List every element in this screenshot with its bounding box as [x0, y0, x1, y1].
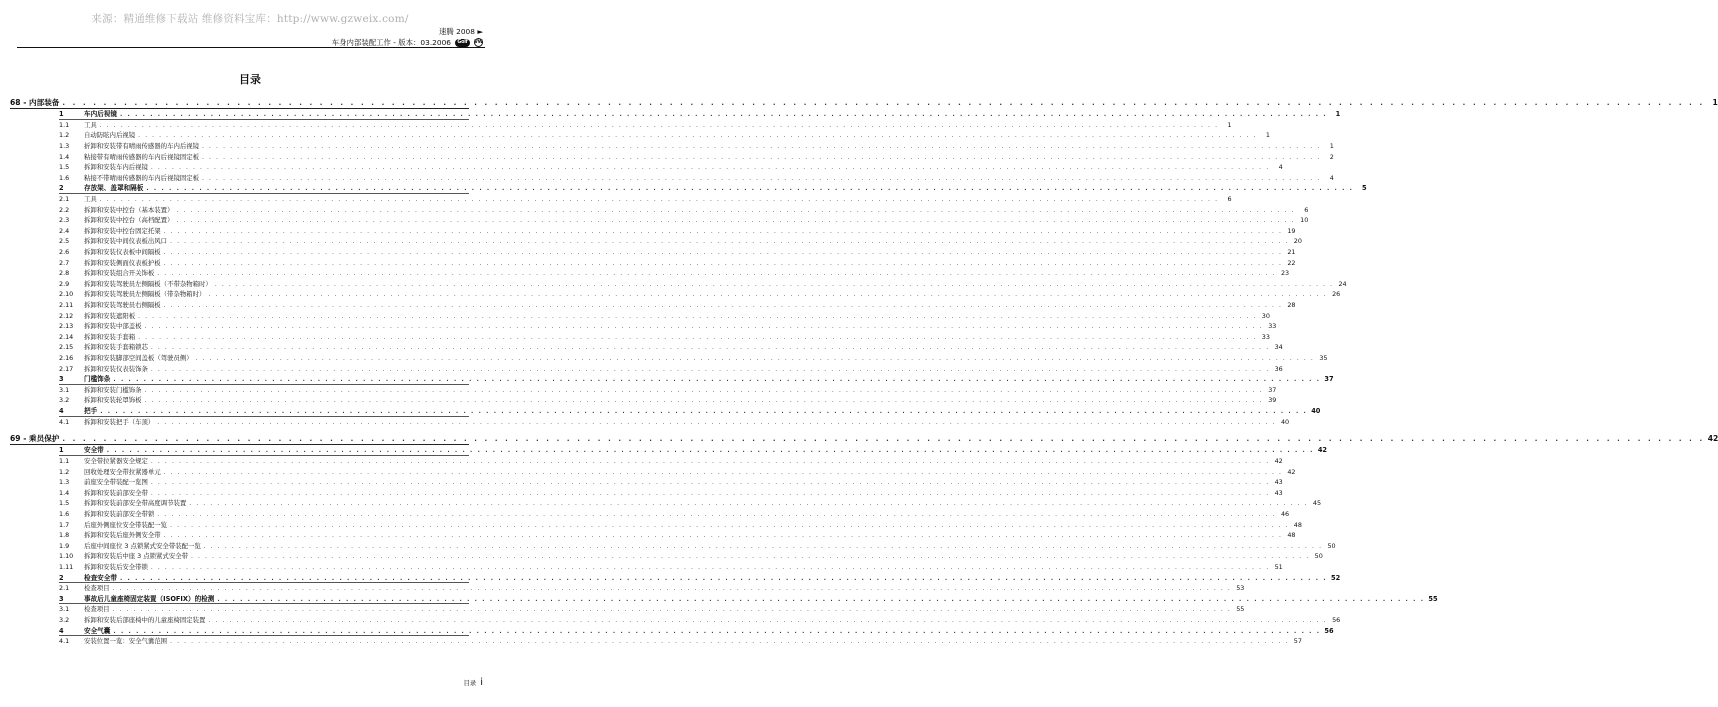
- toc-entry-label: 拆卸和安装后中座 3 点锁紧式安全带: [84, 552, 188, 561]
- toc-entry-label: 检查项目: [84, 605, 110, 614]
- dot-leader: . . . . . . . . . . . . . . . . . . . . . . . . . . . . . . . . . . . . . . . . . . . . . . . . . . . . . . . . . . . . . . . . . . . . . . . . . . . . . . . . . . . . . . . . . . . . . . . . . . . . . . . . . . . . . . . . . . . . . . . . . . . . . . . . . . . . . . . . . . . . . . . . . . . . . . . . . . . . . . . .: [99, 196, 1219, 204]
- toc-entry-label: 拆卸和安装中控台（基本装置）: [84, 205, 174, 214]
- toc-entry-number: 3.1: [59, 385, 70, 394]
- dot-leader: . . . . . . . . . . . . . . . . . . . . . . . . . . . . . . . . . . . . . . . . . . . . . . . . . . . . . . . . . . . . . . . . . . . . . . . . . . . . . . . . . . . . . . . . . . . . . . . . . . . . . . . . . . . . . . . . . . . . . . . . . . . . . . . . . . . . . . . . . . . . . . . . . . . . . . . . . . . . . . . .: [176, 217, 1296, 225]
- dot-leader: . . . . . . . . . . . . . . . . . . . . . . . . . . . . . . . . . . . . . . . . . . . . . . . . . . . . . . . . . . . . . . . . . . . . . . . . . . . . . . . . . . . . . . . . . . . . . . . . . . . . . . . . . . . . . . . . . . . . . . . . . . . . . . . . . . . . . . . . . . . . . . . . . . . . . . . . . . . . . . . .: [163, 227, 1283, 235]
- toc-section-row[interactable]: [59, 406, 1321, 417]
- dot-leader: . . . . . . . . . . . . . . . . . . . . . . . . . . . . . . . . . . . . . . . . . . . . . . . . . . . . . . . . . . . . . . . . . . . . . . . . . . . . . . . . . . . . . . . . . . . . . . . . . . . . . . . . . . . . . . . . . . . . . . . . . . . . . . . . . . . . . . . . . . . . . . . . . . . . . . . . . . . . . . . .: [203, 542, 1323, 550]
- toc-item-row[interactable]: [59, 162, 1283, 173]
- toc-page-number: 33: [1268, 322, 1277, 331]
- toc-page-number: 21: [1287, 248, 1296, 257]
- dot-leader: . . . . . . . . . . . . . . . . . . . . . . . . . . . . . . . . . . . . . . . . . . . . . . . . . . . . . . . . . . . . . . . . . . . . . . . . . . . . . . . . . . . . . . . . . . . . . . . . . . . . . . . . . . . . . . . . . . . . . . . . . . . . . . . . . . . . . . . . . . . . . . . . . . . . . . . . . . . . . . . .: [138, 333, 1257, 341]
- toc-page-number: 28: [1287, 300, 1296, 309]
- dot-leader: . . . . . . . . . . . . . . . . . . . . . . . . . . . . . . . . . . . . . . . . . . . . . . . . . . . . . . . . . . . . . . . . . . . . . . . . . . . . . . . . . . . . . . . . . . . . . . . . . . . . . . . . . . . . . . . . . . . . . . . . . . . . . . . . . . . . . . . . . . . . . . . . . . . . . . . . . . . . . . . .: [113, 627, 1321, 635]
- toc-entry-label: 68 - 内部装备: [10, 98, 60, 107]
- toc-item-row[interactable]: [59, 364, 1283, 375]
- toc-section-row[interactable]: [59, 183, 1367, 194]
- toc-section-row[interactable]: [59, 626, 1334, 637]
- toc-entry-label: 拆卸和安装驾驶员左侧隔板（不带杂物箱时）: [84, 279, 212, 288]
- toc-entry-label: 安全带: [84, 446, 104, 455]
- toc-item-row[interactable]: [59, 120, 1232, 131]
- toc-section-row[interactable]: [59, 109, 1341, 120]
- toc-item-row[interactable]: [59, 467, 1296, 478]
- toc-entry-label: 拆卸和安装中控台（高档配置）: [84, 216, 174, 225]
- dot-leader: . . . . . . . . . . . . . . . . . . . . . . . . . . . . . . . . . . . . . . . . . . . . . . . . . . . . . . . . . . . . . . . . . . . . . . . . . . . . . . . . . . . . . . . . . . . . . . . . . . . . . . . . . . . . . . . . . . . . . . . . . . . . . . . . . . . . . . . . . . . . . . . . . . . . . . . . . . . . . . . .: [191, 553, 1310, 561]
- toc-item-row[interactable]: [59, 247, 1296, 258]
- toc-entry-label: 安全气囊: [84, 626, 111, 635]
- toc-entry-number: 4: [59, 406, 64, 415]
- toc-item-row[interactable]: [59, 498, 1322, 509]
- toc-item-row[interactable]: [59, 583, 1245, 594]
- toc-entry-number: 2: [59, 184, 64, 193]
- toc-entry-number: 2.12: [59, 311, 74, 320]
- toc-section-row[interactable]: [59, 573, 1341, 584]
- toc-entry-number: 3: [59, 594, 64, 603]
- toc-entry-number: 3.2: [59, 396, 70, 405]
- toc-page-number: 1: [1329, 142, 1334, 151]
- toc-entry-label: 工具: [84, 195, 97, 204]
- toc-page-number: 33: [1261, 332, 1270, 341]
- dot-leader: . . . . . . . . . . . . . . . . . . . . . . . . . . . . . . . . . . . . . . . . . . . . . . . . . . . . . . . . . . . . . . . . . . . . . . . . . . . . . . . . . . . . . . . . . . . . . . . . . . . . . . . . . . . . . . . . . . . . . . . . . . . . . . . . . . . . . . . . . . . . . . . . . . . . . . . . . . . . . . . .: [163, 301, 1283, 309]
- toc-entry-number: 1.1: [59, 457, 70, 465]
- toc-page-number: 43: [1274, 488, 1283, 497]
- dot-leader: . . . . . . . . . . . . . . . . . . . . . . . . . . . . . . . . . . . . . . . . . . . . . . . . . . . . . . . . . . . . . . . . . . . . . . . . . . . . . . . . . . . . . . . . . . . . . . . . . . . . . . . . . . . . . . . . . . . . . . . . . . . . . . . . . . . . . . . . . . . . . . . . . . . . . . . . . . . . . . . .: [100, 407, 1308, 415]
- toc-entry-label: 拆卸和安装后安全带锁: [84, 562, 148, 571]
- toc-entry-label: 拆卸和安装侧面仪表板护板: [84, 258, 161, 267]
- toc-item-row[interactable]: [59, 130, 1270, 141]
- dot-leader: . . . . . . . . . . . . . . . . . . . . . . . . . . . . . . . . . . . . . . . . . . . . . . . . . . . . . . . . . . . . . . . . . . . . . . . . . . . . . . . . . . . . . . . . . . . . . . . . . . . . . . . . . . . . . . . . . . . . . . . . . . . . . . . . . . . . . . . . . . . . . . . . . . . . . . . . . . . . . . . .: [119, 111, 1328, 119]
- toc-entry-number: 2.1: [59, 195, 70, 204]
- toc-entry-number: 2.17: [59, 364, 74, 373]
- toc-page-number: 19: [1287, 226, 1296, 235]
- toc-item-row[interactable]: [59, 332, 1270, 343]
- toc-entry-number: 1.9: [59, 541, 70, 550]
- toc-entry-label: 门槛饰条: [84, 375, 111, 384]
- toc-item-row[interactable]: [59, 300, 1296, 311]
- toc-entry-label: 拆卸和安装遮阳板: [84, 311, 136, 320]
- toc-page-number: 36: [1274, 364, 1283, 373]
- toc-page-number: 40: [1280, 417, 1290, 426]
- toc-page-number: 50: [1327, 541, 1336, 550]
- toc-entry-number: 2.16: [59, 353, 74, 362]
- dot-leader: . . . . . . . . . . . . . . . . . . . . . . . . . . . . . . . . . . . . . . . . . . . . . . . . . . . . . . . . . . . . . . . . . . . . . . . . . . . . . . . . . . . . . . . . . . . . . . . . . . . . . . . . . . . . . . . . . . . . . . . . . . . . . . . . . . . . . . . . . . . . . . . . . . . . . . . . . . . . . . . .: [106, 447, 1314, 455]
- dot-leader: . . . . . . . . . . . . . . . . . . . . . . . . . . . . . . . . . . . . . . . . . . . . . . . . . . . . . . . . . . . . . . . . . . . . . . . . . . . . . . . . . . . . . . . . . . . . . . . . . . . . . . . . . . . . . . . . . . . . . . . . . . . . . . . . . . . . . . . . . . . . . . . . . . . . . . . . . . . . . . . .: [150, 563, 1270, 571]
- dot-leader: . . . . . . . . . . . . . . . . . . . . . . . . . . . . . . . . . . . . . . . . . . . . . . . . . . . . . . . . . . . . . . . . . . . . . . . . . . . . . . . . . . . . . . . . . . . . . . . . . . . . . . . . . . . . . . . . . . . . . . . . . . . . . . . . . . . . . . . . . . . . . . . . . . . . . . . . . . . . . . . .: [202, 153, 1321, 161]
- toc-entry-number: 2.13: [59, 322, 74, 331]
- toc-page-number: 22: [1287, 258, 1296, 267]
- toc-page-number: 56: [1332, 615, 1341, 624]
- dot-leader: . . . . . . . . . . . . . . . . . . . . . . . . . . . . . . . . . . . . . . . . . . . . . . . . . . . . . . . . . . . . . . . . . . . . . . . . . . . . . . . . . . . . . . . . . . . . . . . . . . . . . . . . . . . . . . . . . . . . . . . . . . . . . . . . . . . . . . . . . . . . . . . . . . . . . . . . . . . . . . . .: [150, 365, 1270, 373]
- toc-item-row[interactable]: [59, 268, 1290, 279]
- toc-item-row[interactable]: [59, 541, 1336, 552]
- dot-leader: . . . . . . . . . . . . . . . . . . . . . . . . . . . . . . . . . . . . . . . . . . . . . . . . . . . . . . . . . . . . . . . . . . . . . . . . . . . . . . . . . . . . . . . . . . . . . . . . . . . . . . . . . . . . . . . . . . . . . . . . . . . . . . . . . . . . . . . . . . . . . . . . . . . . . . . . . . . . . . . .: [119, 574, 1328, 582]
- toc-entry-number: 2.11: [59, 300, 74, 309]
- dot-leader: . . . . . . . . . . . . . . . . . . . . . . . . . . . . . . . . . . . . . . . . . . . . . . . . . . . . . . . . . . . . . . . . . . . . . . . . . . . . . . . . . . . . . . . . . . . . . . . . . . . . . . . . . . . . . . . . . . . . . . . . . . . . . . . . . . . . . . . . . . . . . . . . . . . . . . . . . . . . . . . .: [62, 99, 1705, 107]
- toc-item-row[interactable]: [59, 615, 1341, 626]
- toc-page-number: 24: [1338, 279, 1347, 288]
- toc-page-number: 56: [1324, 626, 1334, 635]
- footer-page-number: i: [480, 677, 483, 688]
- toc-page-number: 4: [1278, 163, 1283, 172]
- toc-entry-number: 2.15: [59, 343, 74, 352]
- toc-chapter-row[interactable]: [10, 96, 1718, 109]
- dot-leader: . . . . . . . . . . . . . . . . . . . . . . . . . . . . . . . . . . . . . . . . . . . . . . . . . . . . . . . . . . . . . . . . . . . . . . . . . . . . . . . . . . . . . . . . . . . . . . . . . . . . . . . . . . . . . . . . . . . . . . . . . . . . . . . . . . . . . . . . . . . . . . . . . . . . . . . . . . . . . . . .: [208, 291, 1328, 299]
- toc-item-row[interactable]: [59, 215, 1309, 226]
- toc-page-number: 20: [1293, 237, 1302, 246]
- toc-entry-label: 拆卸和安装手套箱: [84, 332, 136, 341]
- toc-entry-label: 拆卸和安装仪表板中间隔板: [84, 248, 161, 257]
- toc-page-number: 37: [1268, 385, 1277, 394]
- toc-entry-number: 1.3: [59, 478, 70, 487]
- toc-page-number: 57: [1293, 637, 1302, 646]
- dot-leader: . . . . . . . . . . . . . . . . . . . . . . . . . . . . . . . . . . . . . . . . . . . . . . . . . . . . . . . . . . . . . . . . . . . . . . . . . . . . . . . . . . . . . . . . . . . . . . . . . . . . . . . . . . . . . . . . . . . . . . . . . . . . . . . . . . . . . . . . . . . . . . . . . . . . . . . . . . . . . . . .: [99, 121, 1219, 129]
- toc-entry-label: 车内后视镜: [84, 110, 117, 119]
- dot-leader: . . . . . . . . . . . . . . . . . . . . . . . . . . . . . . . . . . . . . . . . . . . . . . . . . . . . . . . . . . . . . . . . . . . . . . . . . . . . . . . . . . . . . . . . . . . . . . . . . . . . . . . . . . . . . . . . . . . . . . . . . . . . . . . . . . . . . . . . . . . . . . . . . . . . . . . . . . . . . . . .: [150, 458, 1270, 465]
- toc-entry-number: 1.2: [59, 131, 70, 140]
- toc-entry-label: 拆卸和安装后座外侧安全带: [84, 531, 161, 540]
- toc-section-row[interactable]: [59, 374, 1334, 385]
- toc-item-row[interactable]: [59, 194, 1232, 205]
- toc-entry-number: 3.1: [59, 605, 70, 614]
- dot-leader: . . . . . . . . . . . . . . . . . . . . . . . . . . . . . . . . . . . . . . . . . . . . . . . . . . . . . . . . . . . . . . . . . . . . . . . . . . . . . . . . . . . . . . . . . . . . . . . . . . . . . . . . . . . . . . . . . . . . . . . . . . . . . . . . . . . . . . . . . . . . . . . . . . . . . . . . . . . . . . . .: [157, 270, 1277, 278]
- toc-item-row[interactable]: [59, 353, 1328, 364]
- footer-label: 目录: [463, 679, 477, 687]
- page-footer: [463, 677, 483, 688]
- dot-leader: . . . . . . . . . . . . . . . . . . . . . . . . . . . . . . . . . . . . . . . . . . . . . . . . . . . . . . . . . . . . . . . . . . . . . . . . . . . . . . . . . . . . . . . . . . . . . . . . . . . . . . . . . . . . . . . . . . . . . . . . . . . . . . . . . . . . . . . . . . . . . . . . . . . . . . . . . . . . . . . .: [150, 344, 1270, 352]
- dot-leader: . . . . . . . . . . . . . . . . . . . . . . . . . . . . . . . . . . . . . . . . . . . . . . . . . . . . . . . . . . . . . . . . . . . . . . . . . . . . . . . . . . . . . . . . . . . . . . . . . . . . . . . . . . . . . . . . . . . . . . . . . . . . . . . . . . . . . . . . . . . . . . . . . . . . . . . . . . . . . . . .: [113, 376, 1321, 384]
- dot-leader: . . . . . . . . . . . . . . . . . . . . . . . . . . . . . . . . . . . . . . . . . . . . . . . . . . . . . . . . . . . . . . . . . . . . . . . . . . . . . . . . . . . . . . . . . . . . . . . . . . . . . . . . . . . . . . . . . . . . . . . . . . . . . . . . . . . . . . . . . . . . . . . . . . . . . . . . . . . . . . . .: [146, 185, 1354, 193]
- toc-page-number: 1: [1227, 120, 1232, 129]
- toc-page-number: 34: [1274, 343, 1283, 352]
- toc-entry-label: 拆卸和安装车内后视镜: [84, 163, 148, 172]
- header-model: [439, 26, 483, 37]
- toc-entry-number: 1.1: [59, 120, 70, 129]
- dot-leader: . . . . . . . . . . . . . . . . . . . . . . . . . . . . . . . . . . . . . . . . . . . . . . . . . . . . . . . . . . . . . . . . . . . . . . . . . . . . . . . . . . . . . . . . . . . . . . . . . . . . . . . . . . . . . . . . . . . . . . . . . . . . . . . . . . . . . . . . . . . . . . . . . . . . . . . . . . . . . . . .: [163, 259, 1283, 267]
- toc-item-row[interactable]: [59, 385, 1277, 396]
- toc-page-number: 6: [1304, 205, 1309, 214]
- toc-page-number: 43: [1274, 478, 1283, 487]
- toc-page-number: 1: [1712, 98, 1718, 107]
- toc-page-number: 48: [1293, 520, 1302, 529]
- toc-entry-number: 3: [59, 375, 64, 384]
- toc-page-number: 39: [1268, 396, 1277, 405]
- toc-entry-number: 1.4: [59, 488, 70, 497]
- toc-entry-number: 1: [59, 110, 64, 119]
- toc-page-number: 50: [1314, 552, 1323, 561]
- toc-entry-number: 2.4: [59, 226, 70, 235]
- toc-page-number: 40: [1311, 406, 1321, 415]
- dot-leader: . . . . . . . . . . . . . . . . . . . . . . . . . . . . . . . . . . . . . . . . . . . . . . . . . . . . . . . . . . . . . . . . . . . . . . . . . . . . . . . . . . . . . . . . . . . . . . . . . . . . . . . . . . . . . . . . . . . . . . . . . . . . . . . . . . . . . . . . . . . . . . . . . . . . . . . . . . . . . . . .: [195, 354, 1315, 362]
- toc-entry-label: 粘接不带晴雨传感器的车内后视镜固定板: [84, 173, 200, 182]
- toc-page-number: 45: [1312, 499, 1322, 508]
- toc-entry-label: 检查项目: [84, 584, 110, 593]
- dot-leader: . . . . . . . . . . . . . . . . . . . . . . . . . . . . . . . . . . . . . . . . . . . . . . . . . . . . . . . . . . . . . . . . . . . . . . . . . . . . . . . . . . . . . . . . . . . . . . . . . . . . . . . . . . . . . . . . . . . . . . . . . . . . . . . . . . . . . . . . . . . . . . . . . . . . . . . . . . . . . . . .: [217, 595, 1425, 603]
- dot-leader: . . . . . . . . . . . . . . . . . . . . . . . . . . . . . . . . . . . . . . . . . . . . . . . . . . . . . . . . . . . . . . . . . . . . . . . . . . . . . . . . . . . . . . . . . . . . . . . . . . . . . . . . . . . . . . . . . . . . . . . . . . . . . . . . . . . . . . . . . . . . . . . . . . . . . . . . . . . . . . . .: [144, 386, 1264, 394]
- toc-entry-label: 安全带拉紧器安全规定: [84, 457, 148, 465]
- toc-item-row[interactable]: [59, 395, 1277, 406]
- toc-entry-number: 1.6: [59, 509, 70, 518]
- toc-item-row[interactable]: [59, 205, 1309, 216]
- toc-item-row[interactable]: [59, 530, 1296, 541]
- dot-leader: . . . . . . . . . . . . . . . . . . . . . . . . . . . . . . . . . . . . . . . . . . . . . . . . . . . . . . . . . . . . . . . . . . . . . . . . . . . . . . . . . . . . . . . . . . . . . . . . . . . . . . . . . . . . . . . . . . . . . . . . . . . . . . . . . . . . . . . . . . . . . . . . . . . . . . . . . . . . . . . .: [202, 143, 1321, 151]
- toc-entry-label: 拆卸和安装手套箱锁芯: [84, 343, 148, 352]
- toc-entry-number: 1.8: [59, 531, 70, 540]
- toc-entry-label: 拆卸和安装后部座椅中的儿童座椅固定装置: [84, 615, 206, 624]
- vw-logo-icon: VW: [474, 40, 483, 45]
- toc-entry-label: 检查安全带: [84, 573, 117, 582]
- dot-leader: . . . . . . . . . . . . . . . . . . . . . . . . . . . . . . . . . . . . . . . . . . . . . . . . . . . . . . . . . . . . . . . . . . . . . . . . . . . . . . . . . . . . . . . . . . . . . . . . . . . . . . . . . . . . . . . . . . . . . . . . . . . . . . . . . . . . . . . . . . . . . . . . . . . . . . . . . . . . . . . .: [144, 323, 1264, 331]
- toc-page-number: 51: [1274, 562, 1283, 571]
- toc-item-row[interactable]: [59, 520, 1302, 531]
- toc-entry-number: 4.1: [59, 417, 70, 426]
- toc-entry-number: 4.1: [59, 637, 70, 646]
- toc-item-row[interactable]: [59, 477, 1283, 488]
- toc-item-row[interactable]: [59, 636, 1302, 647]
- toc-page-number: 30: [1261, 311, 1270, 320]
- toc-page-number: 5: [1361, 184, 1367, 193]
- toc-entry-number: 2.14: [59, 332, 74, 341]
- toc-entry-label: 拆卸和安装脚部空间盖板（驾驶员侧）: [84, 353, 193, 362]
- toc-entry-number: 4: [59, 626, 64, 635]
- toc-page-number: 42: [1317, 446, 1327, 455]
- toc-page-number: 4: [1329, 173, 1334, 182]
- toc-entry-label: 拆卸和安装中控台固定托架: [84, 226, 161, 235]
- toc-section-row[interactable]: [59, 594, 1438, 605]
- toc-item-row[interactable]: [59, 141, 1334, 152]
- toc-item-row[interactable]: [59, 417, 1290, 428]
- toc-item-row[interactable]: [59, 236, 1302, 247]
- toc-chapter-row[interactable]: [10, 432, 1718, 445]
- toc-entry-number: 2.7: [59, 258, 70, 267]
- toc-entry-number: 2.6: [59, 248, 70, 257]
- dot-leader: . . . . . . . . . . . . . . . . . . . . . . . . . . . . . . . . . . . . . . . . . . . . . . . . . . . . . . . . . . . . . . . . . . . . . . . . . . . . . . . . . . . . . . . . . . . . . . . . . . . . . . . . . . . . . . . . . . . . . . . . . . . . . . . . . . . . . . . . . . . . . . . . . . . . . . . . . . . . . . . .: [138, 312, 1257, 320]
- header-subtitle: 车身内部装配工作 - 版本：03.2006: [331, 38, 451, 47]
- toc-entry-label: 工具: [84, 120, 97, 129]
- golf-logo-icon: Golf: [455, 39, 470, 47]
- toc-page-number: 46: [1280, 509, 1290, 518]
- toc-entry-label: 拆卸和安装中部盖板: [84, 322, 142, 331]
- dot-leader: . . . . . . . . . . . . . . . . . . . . . . . . . . . . . . . . . . . . . . . . . . . . . . . . . . . . . . . . . . . . . . . . . . . . . . . . . . . . . . . . . . . . . . . . . . . . . . . . . . . . . . . . . . . . . . . . . . . . . . . . . . . . . . . . . . . . . . . . . . . . . . . . . . . . . . . . . . . . . . . .: [112, 606, 1232, 614]
- toc-entry-number: 2.5: [59, 237, 70, 246]
- dot-leader: . . . . . . . . . . . . . . . . . . . . . . . . . . . . . . . . . . . . . . . . . . . . . . . . . . . . . . . . . . . . . . . . . . . . . . . . . . . . . . . . . . . . . . . . . . . . . . . . . . . . . . . . . . . . . . . . . . . . . . . . . . . . . . . . . . . . . . . . . . . . . . . . . . . . . . . . . . . . . . . .: [150, 164, 1270, 172]
- dot-leader: . . . . . . . . . . . . . . . . . . . . . . . . . . . . . . . . . . . . . . . . . . . . . . . . . . . . . . . . . . . . . . . . . . . . . . . . . . . . . . . . . . . . . . . . . . . . . . . . . . . . . . . . . . . . . . . . . . . . . . . . . . . . . . . . . . . . . . . . . . . . . . . . . . . . . . . . . . . . . . . .: [202, 174, 1321, 182]
- toc-entry-label: 拆卸和安装驾驶员左侧隔板（带杂物箱时）: [84, 290, 206, 299]
- dot-leader: . . . . . . . . . . . . . . . . . . . . . . . . . . . . . . . . . . . . . . . . . . . . . . . . . . . . . . . . . . . . . . . . . . . . . . . . . . . . . . . . . . . . . . . . . . . . . . . . . . . . . . . . . . . . . . . . . . . . . . . . . . . . . . . . . . . . . . . . . . . . . . . . . . . . . . . . . . . . . . . .: [170, 521, 1289, 529]
- toc-page-number: 55: [1428, 594, 1438, 603]
- toc-page-number: 23: [1280, 269, 1290, 278]
- toc-entry-label: 前座安全带装配一览图: [84, 478, 148, 487]
- toc-entry-label: 拆卸和安装仪表装饰条: [84, 364, 148, 373]
- table-of-contents: [10, 96, 1718, 647]
- toc-page-number: 1: [1265, 131, 1270, 140]
- dot-leader: . . . . . . . . . . . . . . . . . . . . . . . . . . . . . . . . . . . . . . . . . . . . . . . . . . . . . . . . . . . . . . . . . . . . . . . . . . . . . . . . . . . . . . . . . . . . . . . . . . . . . . . . . . . . . . . . . . . . . . . . . . . . . . . . . . . . . . . . . . . . . . . . . . . . . . . . . . . . . . . .: [163, 532, 1283, 540]
- toc-page-number: 26: [1332, 290, 1341, 299]
- toc-entry-label: 拆卸和安装前部安全带: [84, 488, 148, 497]
- toc-entry-number: 2.8: [59, 269, 70, 278]
- toc-entry-label: 把手: [84, 406, 98, 415]
- toc-entry-number: 2.10: [59, 290, 74, 299]
- toc-entry-label: 安装位置一览：安全气囊范围: [84, 637, 168, 646]
- toc-entry-number: 1.5: [59, 163, 70, 172]
- toc-entry-label: 存放架、盖罩和隔板: [84, 184, 144, 193]
- header-model-text: 速腾 2008: [439, 27, 475, 36]
- dot-leader: . . . . . . . . . . . . . . . . . . . . . . . . . . . . . . . . . . . . . . . . . . . . . . . . . . . . . . . . . . . . . . . . . . . . . . . . . . . . . . . . . . . . . . . . . . . . . . . . . . . . . . . . . . . . . . . . . . . . . . . . . . . . . . . . . . . . . . . . . . . . . . . . . . . . . . . . . . . . . . . .: [157, 418, 1277, 426]
- toc-item-row[interactable]: [59, 551, 1323, 562]
- model-arrow-icon: ►: [477, 27, 483, 36]
- source-watermark: 来源：精通维修下载站 维修资料宝库：http://www.gzweix.com/: [91, 13, 409, 25]
- toc-entry-label: 折卸和安装带有晴雨传感器的车内后视镜: [84, 142, 200, 151]
- toc-item-row[interactable]: [59, 342, 1283, 353]
- dot-leader: . . . . . . . . . . . . . . . . . . . . . . . . . . . . . . . . . . . . . . . . . . . . . . . . . . . . . . . . . . . . . . . . . . . . . . . . . . . . . . . . . . . . . . . . . . . . . . . . . . . . . . . . . . . . . . . . . . . . . . . . . . . . . . . . . . . . . . . . . . . . . . . . . . . . . . . . . . . . . . . .: [214, 280, 1334, 288]
- toc-page-number: 10: [1300, 216, 1309, 225]
- toc-page-number: 52: [1331, 573, 1341, 582]
- toc-item-row[interactable]: [59, 152, 1334, 163]
- toc-entry-number: 1.6: [59, 173, 70, 182]
- toc-item-row[interactable]: [59, 604, 1245, 615]
- dot-leader: . . . . . . . . . . . . . . . . . . . . . . . . . . . . . . . . . . . . . . . . . . . . . . . . . . . . . . . . . . . . . . . . . . . . . . . . . . . . . . . . . . . . . . . . . . . . . . . . . . . . . . . . . . . . . . . . . . . . . . . . . . . . . . . . . . . . . . . . . . . . . . . . . . . . . . . . . . . . . . . .: [150, 479, 1270, 487]
- toc-entry-number: 1.2: [59, 467, 70, 476]
- toc-entry-number: 2: [59, 573, 64, 582]
- toc-page-number: 1: [1335, 110, 1341, 119]
- toc-page-number: 2: [1329, 152, 1334, 161]
- dot-leader: . . . . . . . . . . . . . . . . . . . . . . . . . . . . . . . . . . . . . . . . . . . . . . . . . . . . . . . . . . . . . . . . . . . . . . . . . . . . . . . . . . . . . . . . . . . . . . . . . . . . . . . . . . . . . . . . . . . . . . . . . . . . . . . . . . . . . . . . . . . . . . . . . . . . . . . . . . . . . . . .: [176, 206, 1296, 214]
- dot-leader: . . . . . . . . . . . . . . . . . . . . . . . . . . . . . . . . . . . . . . . . . . . . . . . . . . . . . . . . . . . . . . . . . . . . . . . . . . . . . . . . . . . . . . . . . . . . . . . . . . . . . . . . . . . . . . . . . . . . . . . . . . . . . . . . . . . . . . . . . . . . . . . . . . . . . . . . . . . . . . . .: [150, 489, 1270, 497]
- toc-page-number: 53: [1236, 584, 1245, 593]
- dot-leader: . . . . . . . . . . . . . . . . . . . . . . . . . . . . . . . . . . . . . . . . . . . . . . . . . . . . . . . . . . . . . . . . . . . . . . . . . . . . . . . . . . . . . . . . . . . . . . . . . . . . . . . . . . . . . . . . . . . . . . . . . . . . . . . . . . . . . . . . . . . . . . . . . . . . . . . . . . . . . . . .: [144, 397, 1264, 405]
- dot-leader: . . . . . . . . . . . . . . . . . . . . . . . . . . . . . . . . . . . . . . . . . . . . . . . . . . . . . . . . . . . . . . . . . . . . . . . . . . . . . . . . . . . . . . . . . . . . . . . . . . . . . . . . . . . . . . . . . . . . . . . . . . . . . . . . . . . . . . . . . . . . . . . . . . . . . . . . . . . . . . . .: [170, 638, 1289, 646]
- toc-item-row[interactable]: [59, 488, 1283, 499]
- toc-section-row[interactable]: [59, 445, 1327, 456]
- toc-entry-label: 拆卸和安装中间仪表板出风口: [84, 237, 168, 246]
- dot-leader: . . . . . . . . . . . . . . . . . . . . . . . . . . . . . . . . . . . . . . . . . . . . . . . . . . . . . . . . . . . . . . . . . . . . . . . . . . . . . . . . . . . . . . . . . . . . . . . . . . . . . . . . . . . . . . . . . . . . . . . . . . . . . . . . . . . . . . . . . . . . . . . . . . . . . . . . . . . . . . . .: [62, 435, 1705, 444]
- dot-leader: . . . . . . . . . . . . . . . . . . . . . . . . . . . . . . . . . . . . . . . . . . . . . . . . . . . . . . . . . . . . . . . . . . . . . . . . . . . . . . . . . . . . . . . . . . . . . . . . . . . . . . . . . . . . . . . . . . . . . . . . . . . . . . . . . . . . . . . . . . . . . . . . . . . . . . . . . . . . . . . .: [157, 510, 1277, 518]
- toc-entry-label: 回收处理安全带拉紧器单元: [84, 467, 161, 476]
- toc-item-row[interactable]: [59, 279, 1347, 290]
- toc-entry-label: 事故后儿童座椅固定装置（ISOFIX）的检测: [84, 594, 215, 603]
- dot-leader: . . . . . . . . . . . . . . . . . . . . . . . . . . . . . . . . . . . . . . . . . . . . . . . . . . . . . . . . . . . . . . . . . . . . . . . . . . . . . . . . . . . . . . . . . . . . . . . . . . . . . . . . . . . . . . . . . . . . . . . . . . . . . . . . . . . . . . . . . . . . . . . . . . . . . . . . . . . . . . . .: [163, 249, 1283, 257]
- toc-entry-label: 后座外侧座位安全带装配一览: [84, 520, 168, 529]
- toc-page-number: 35: [1319, 353, 1328, 362]
- toc-entry-number: 1.5: [59, 499, 70, 508]
- toc-entry-number: 1.3: [59, 142, 70, 151]
- toc-entry-label: 拆卸和安装驾驶员右侧隔板: [84, 300, 161, 309]
- dot-leader: . . . . . . . . . . . . . . . . . . . . . . . . . . . . . . . . . . . . . . . . . . . . . . . . . . . . . . . . . . . . . . . . . . . . . . . . . . . . . . . . . . . . . . . . . . . . . . . . . . . . . . . . . . . . . . . . . . . . . . . . . . . . . . . . . . . . . . . . . . . . . . . . . . . . . . . . . . . . . . . .: [163, 468, 1283, 476]
- toc-entry-label: 拆卸和安装前部安全带锁: [84, 509, 155, 518]
- toc-entry-number: 1.7: [59, 520, 70, 529]
- toc-item-row[interactable]: [59, 509, 1290, 520]
- dot-leader: . . . . . . . . . . . . . . . . . . . . . . . . . . . . . . . . . . . . . . . . . . . . . . . . . . . . . . . . . . . . . . . . . . . . . . . . . . . . . . . . . . . . . . . . . . . . . . . . . . . . . . . . . . . . . . . . . . . . . . . . . . . . . . . . . . . . . . . . . . . . . . . . . . . . . . . . . . . . . . . .: [112, 585, 1232, 593]
- toc-entry-number: 2.9: [59, 279, 70, 288]
- toc-entry-label: 拆卸和安装前部安全带高度调节装置: [84, 499, 187, 508]
- toc-page-number: 48: [1287, 531, 1296, 540]
- toc-entry-number: 1: [59, 446, 64, 455]
- toc-item-row[interactable]: [59, 456, 1283, 467]
- toc-page-number: 55: [1236, 605, 1245, 614]
- dot-leader: . . . . . . . . . . . . . . . . . . . . . . . . . . . . . . . . . . . . . . . . . . . . . . . . . . . . . . . . . . . . . . . . . . . . . . . . . . . . . . . . . . . . . . . . . . . . . . . . . . . . . . . . . . . . . . . . . . . . . . . . . . . . . . . . . . . . . . . . . . . . . . . . . . . . . . . . . . . . . . . .: [170, 238, 1289, 246]
- toc-item-row[interactable]: [59, 289, 1341, 300]
- dot-leader: . . . . . . . . . . . . . . . . . . . . . . . . . . . . . . . . . . . . . . . . . . . . . . . . . . . . . . . . . . . . . . . . . . . . . . . . . . . . . . . . . . . . . . . . . . . . . . . . . . . . . . . . . . . . . . . . . . . . . . . . . . . . . . . . . . . . . . . . . . . . . . . . . . . . . . . . . . . . . . . .: [208, 616, 1328, 624]
- toc-entry-number: 3.2: [59, 615, 70, 624]
- toc-entry-number: 2.1: [59, 584, 70, 593]
- toc-item-row[interactable]: [59, 173, 1334, 184]
- toc-entry-label: 自动防眩内后视镜: [84, 131, 136, 140]
- toc-page-number: 6: [1227, 195, 1232, 204]
- toc-entry-label: 69 - 乘员保护: [10, 434, 60, 444]
- toc-entry-number: 1.11: [59, 562, 74, 571]
- dot-leader: . . . . . . . . . . . . . . . . . . . . . . . . . . . . . . . . . . . . . . . . . . . . . . . . . . . . . . . . . . . . . . . . . . . . . . . . . . . . . . . . . . . . . . . . . . . . . . . . . . . . . . . . . . . . . . . . . . . . . . . . . . . . . . . . . . . . . . . . . . . . . . . . . . . . . . . . . . . . . . . .: [189, 500, 1309, 508]
- toc-page-number: 37: [1324, 375, 1334, 384]
- toc-entry-label: 拆卸和安装门槛饰条: [84, 385, 142, 394]
- toc-page-number: 42: [1707, 434, 1718, 444]
- toc-entry-number: 1.10: [59, 552, 74, 561]
- toc-entry-label: 后座中间座位 3 点锁紧式安全带装配一览: [84, 541, 201, 550]
- toc-entry-number: 2.2: [59, 205, 70, 214]
- page-title: 目录: [239, 73, 261, 86]
- toc-entry-label: 拆卸和安装把手（车顶）: [84, 417, 155, 426]
- toc-entry-label: 粘接带有晴雨传感器的车内后视镜固定板: [84, 152, 200, 161]
- dot-leader: . . . . . . . . . . . . . . . . . . . . . . . . . . . . . . . . . . . . . . . . . . . . . . . . . . . . . . . . . . . . . . . . . . . . . . . . . . . . . . . . . . . . . . . . . . . . . . . . . . . . . . . . . . . . . . . . . . . . . . . . . . . . . . . . . . . . . . . . . . . . . . . . . . . . . . . . . . . . . . . .: [138, 132, 1257, 140]
- toc-item-row[interactable]: [59, 258, 1296, 269]
- toc-entry-label: 拆卸和安装组合开关饰板: [84, 269, 155, 278]
- toc-page-number: 42: [1274, 457, 1283, 465]
- toc-item-row[interactable]: [59, 562, 1283, 573]
- toc-item-row[interactable]: [59, 311, 1270, 322]
- toc-page-number: 42: [1287, 467, 1296, 476]
- toc-entry-number: 1.4: [59, 152, 70, 161]
- toc-entry-label: 拆卸和安装轮罩饰板: [84, 396, 142, 405]
- header-rule: [17, 47, 485, 48]
- toc-item-row[interactable]: [59, 321, 1277, 332]
- toc-entry-number: 2.3: [59, 216, 70, 225]
- toc-item-row[interactable]: [59, 226, 1296, 237]
